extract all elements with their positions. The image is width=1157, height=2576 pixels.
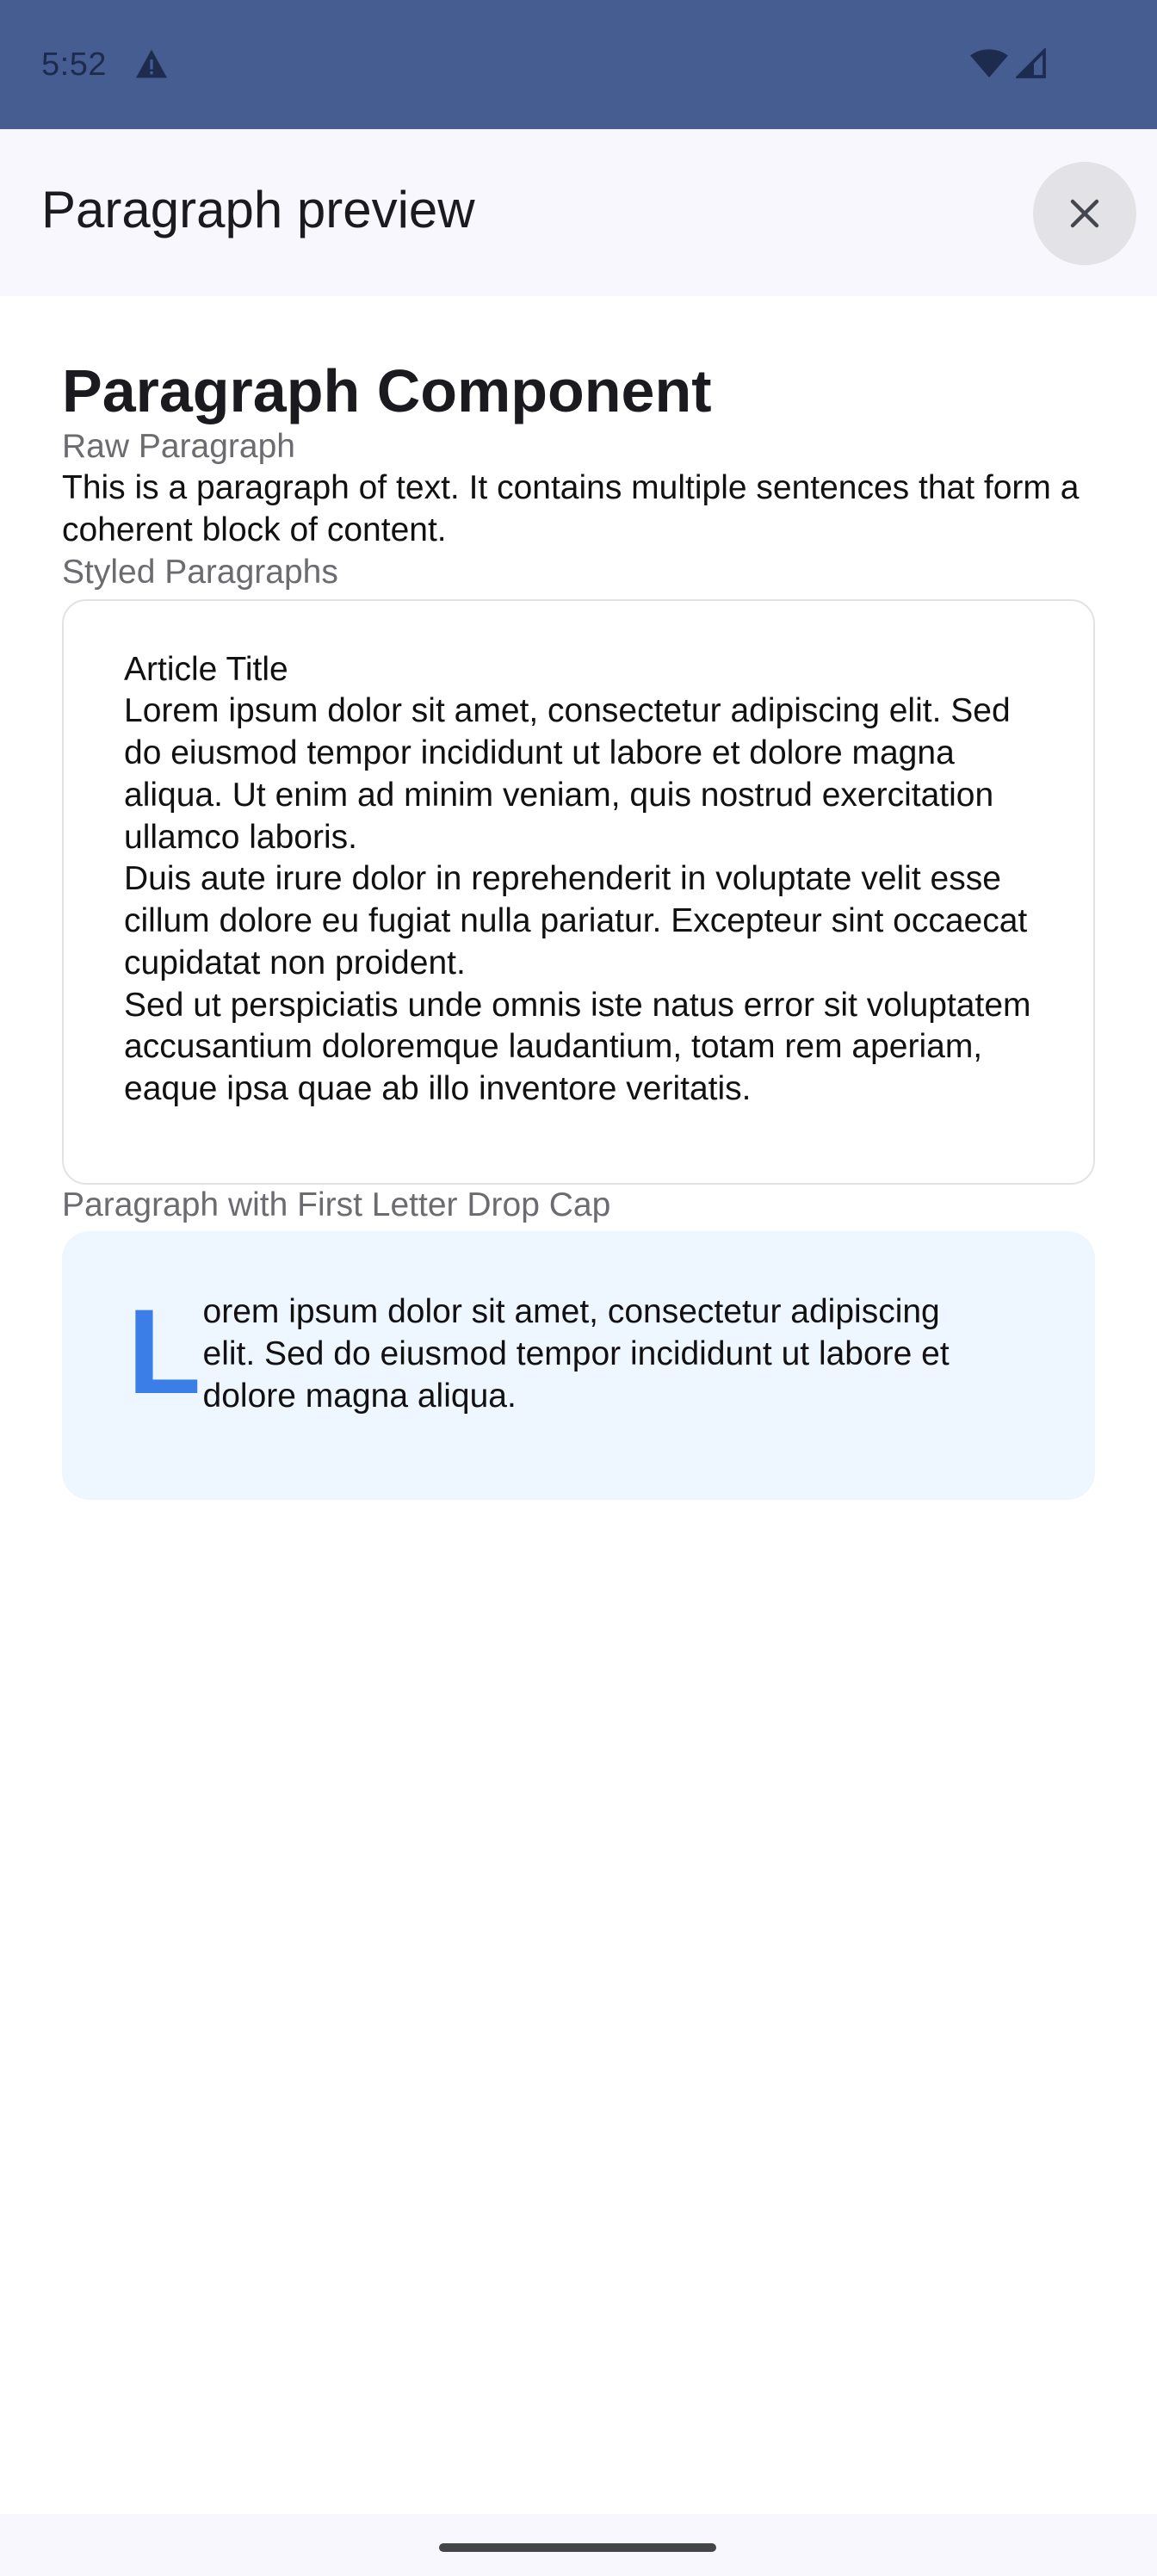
- wifi-icon: [969, 46, 1009, 79]
- raw-paragraph-label: Raw Paragraph: [62, 427, 295, 465]
- component-heading: Paragraph Component: [62, 357, 712, 424]
- warning-icon: [134, 48, 169, 79]
- status-bar: [0, 0, 1157, 129]
- raw-paragraph: This is a paragraph of text. It contains multiple sentences that form a coherent block of content.: [62, 469, 1080, 548]
- article-paragraph-2: Duis aute irure dolor in reprehenderit in voluptate velit esse cillum dolore eu fugiat nulla pariatur. Excepteur sint occaecat cupidatat non proident.: [124, 860, 1028, 981]
- dropcap-card: [62, 1231, 1095, 1500]
- article-paragraph-1: Lorem ipsum dolor sit amet, consectetur adipiscing elit. Sed do eiusmod tempor incididunt ut labore et dolore magna aliqua. Ut enim ad minim veniam, quis nostrud exercitation ullamco laboris.: [124, 692, 1011, 856]
- signal-icon: [1016, 48, 1047, 79]
- preview-content: [62, 296, 1095, 1500]
- home-handle[interactable]: [439, 2543, 716, 2552]
- styled-paragraphs-card: [62, 599, 1095, 1185]
- dropcap-label: Paragraph with First Letter Drop Cap: [62, 1186, 611, 1223]
- navigation-bar: [0, 2514, 1157, 2576]
- close-button[interactable]: [1033, 162, 1136, 265]
- dropcap-paragraph: orem ipsum dolor sit amet, consectetur adipiscing elit. Sed do eiusmod tempor incididunt ut labore et dolore magna aliqua.: [202, 1293, 950, 1415]
- article-title: Article Title: [124, 650, 288, 688]
- article-paragraph-3: Sed ut perspiciatis unde omnis iste natus error sit voluptatem accusantium doloremque laudantium, totam rem aperiam, eaque ipsa quae ab illo inventore veritatis.: [124, 986, 1031, 1107]
- status-time: 5:52: [41, 46, 107, 83]
- page-title: Paragraph preview: [41, 181, 475, 238]
- dropcap-letter: L: [127, 1284, 201, 1420]
- styled-paragraphs-label: Styled Paragraphs: [62, 553, 338, 591]
- close-icon: [1064, 193, 1105, 234]
- app-bar: [0, 129, 1157, 296]
